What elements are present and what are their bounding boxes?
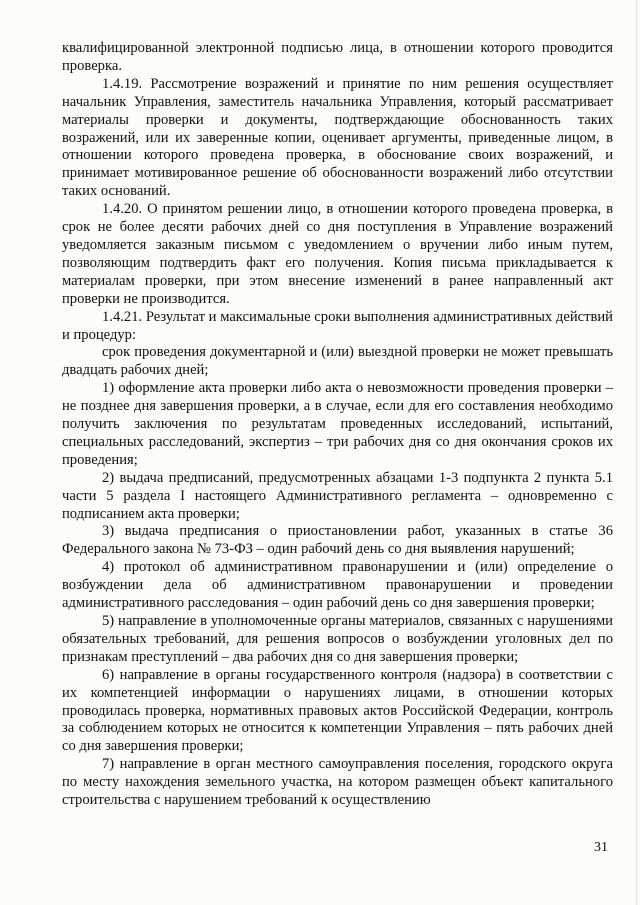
list-item-7: 7) направление в орган местного самоуправления поселения, городского округа по месту нахождения земельного участка, на котором размещен объект капитального строительства с нарушением требований к осуществлению <box>62 756 613 809</box>
list-item-4: 4) протокол об административном правонарушении и (или) определение о возбуждении дела об административном правонарушении и проведении административного расследования – один рабочий день со дня завершения проверки; <box>62 559 613 612</box>
paragraph-inspection-term: срок проведения документарной и (или) выездной проверки не может превышать двадцать рабочих дней; <box>62 344 613 379</box>
page-number: 31 <box>594 840 608 855</box>
list-item-1: 1) оформление акта проверки либо акта о невозможности проведения проверки – не позднее дня завершения проверки, а в случае, если для его составления необходимо получить заключения по результатам проведенных исследований, испытаний, специальных расследований, экспертиз – три рабочих дня со дня окончания сроков их проведения; <box>62 380 613 468</box>
list-item-3: 3) выдача предписания о приостановлении работ, указанных в статье 36 Федерального закона № 73-ФЗ – один рабочий день со дня выявления нарушений; <box>62 523 613 558</box>
paragraph-1-4-20: 1.4.20. О принятом решении лицо, в отношении которого проведена проверка, в срок не более десяти рабочих дней со дня поступления в Управление возражений уведомляется заказным письмом с уведомлением о вручении либо иным путем, позволяющим подтвердить факт его получения. Копия письма прикладывается к материалам проверки, при этом внесение изменений в ранее направленный акт проверки не производится. <box>62 201 613 307</box>
list-item-2: 2) выдача предписаний, предусмотренных абзацами 1-3 подпункта 2 пункта 5.1 части 5 раздела I настоящего Административного регламента – одновременно с подписанием акта проверки; <box>62 469 613 522</box>
paragraph-1-4-19: 1.4.19. Рассмотрение возражений и принятие по ним решения осуществляет начальник Управления, заместитель начальника Управления, который рассматривает материалы проверки и документы, подтверждающие обоснованность таких возражений, или их заверенные копии, оценивает аргументы, приведенные лицом, в отношении которого проведена проверка, в обоснование своих возражений, и принимает мотивированное решение об обоснованности возражений либо отсутствии таких оснований. <box>62 75 613 200</box>
list-item-6: 6) направление в органы государственного контроля (надзора) в соответствии с их компетенцией информации о нарушениях лицами, в отношении которых проводилась проверка, нормативных правовых актов Российской Федерации, контроль за соблюдением которых не относится к компетенции Управления – пять рабочих дней со дня завершения проверки; <box>62 666 613 755</box>
paragraph-continuation: квалифицированной электронной подписью лица, в отношении которого проводится проверка. <box>62 40 613 74</box>
document-body <box>62 40 613 810</box>
list-item-5: 5) направление в уполномоченные органы материалов, связанных с нарушениями обязательных требований, для решения вопросов о возбуждении уголовных дел по признакам преступлений – два рабочих дня со дня завершения проверки; <box>62 613 613 665</box>
paragraph-1-4-21: 1.4.21. Результат и максимальные сроки выполнения административных действий и процедур: <box>62 308 613 343</box>
scan-edge-divider <box>636 0 637 905</box>
